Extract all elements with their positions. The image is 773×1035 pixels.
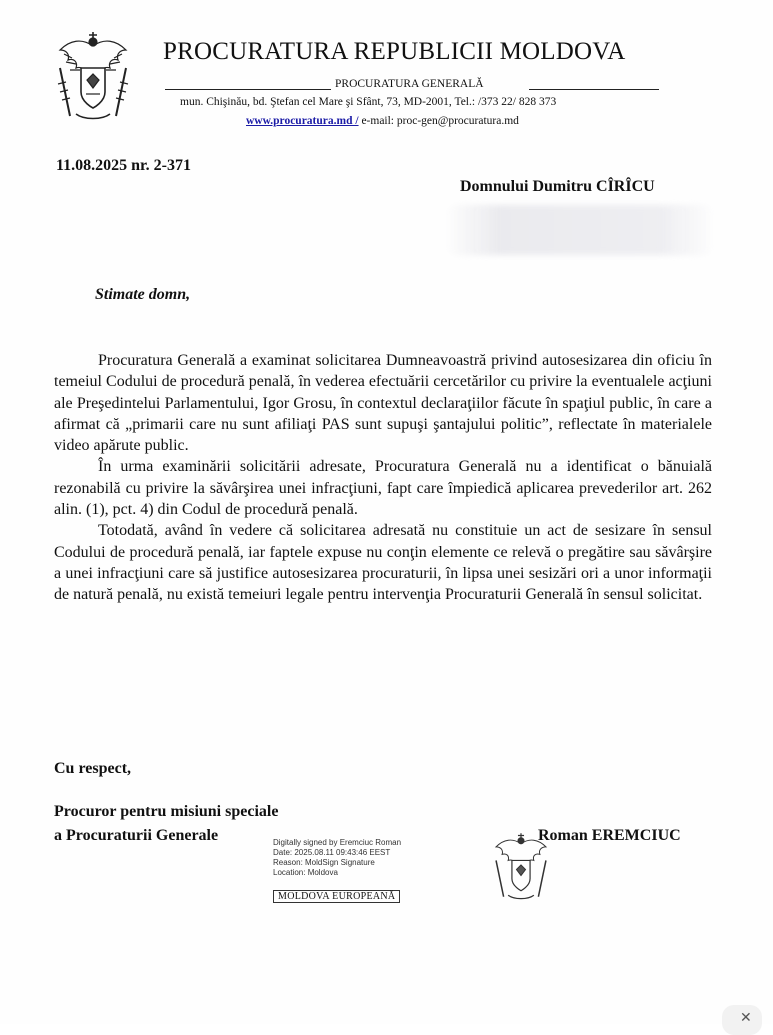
divider bbox=[165, 89, 331, 90]
website-link[interactable]: www.procuratura.md / bbox=[246, 115, 359, 127]
signed-by: Digitally signed by Eremciuc Roman bbox=[273, 838, 402, 847]
paragraph: În urma examinării solicitării adresate, Procuratura Generală nu a identificat o bănuială rezonabilă cu privire la săvârşirea unei infracţiuni, fapt care împiedică aplicarea prevederilor art. 262 alin. (1), pct. 4) din Codul de procedură penală. bbox=[54, 458, 712, 519]
redacted-area bbox=[445, 205, 715, 255]
signatory-title: Procuror pentru misiuni speciale bbox=[54, 803, 279, 820]
institution-title: PROCURATURA REPUBLICII MOLDOVA bbox=[163, 38, 626, 65]
signature-stamp: MOLDOVA EUROPEANĂ bbox=[273, 890, 400, 903]
subdivision-title: PROCURATURA GENERALĂ bbox=[335, 78, 484, 90]
digital-signature bbox=[273, 838, 401, 878]
email-text: e-mail: proc-gen@procuratura.md bbox=[361, 115, 519, 127]
signature-location: Location: Moldova bbox=[273, 868, 338, 877]
subdivision-line bbox=[165, 78, 665, 94]
paragraph: Totodată, având în vedere că solicitarea adresată nu constituie un act de sesizare în sensul Codului de procedură penală, iar faptele expuse nu conţin elemente ce relevă o pregătire sau săvârşire a unei infracţiuni care să justifice autosesizarea procuraturii, în lipsa unei sesizări ori a unor informaţii de natură penală, nu există temeiuri legale pentru intervenţia Procuraturii Generală în sensul solicitat. bbox=[54, 522, 712, 604]
document-number: 11.08.2025 nr. 2-371 bbox=[56, 157, 191, 174]
contact-line bbox=[246, 115, 519, 127]
addressee: Domnului Dumitru CÎRÎCU bbox=[460, 178, 655, 195]
paragraph: Procuratura Generală a examinat solicitarea Dumneavoastră privind autosesizarea din oficiu în temeiul Codului de procedură penală, în vederea efectuării cercetărilor cu privire la eventualele acţiuni ale Preşedintelui Parlamentului, Igor Grosu, în contextul declaraţiilor făcute în spaţiul public, în care a afirmat că „primarii care nu sunt afiliaţi PAS sunt supuşi şantajului politic”, reflectate în materialele video apărute public. bbox=[54, 352, 712, 455]
signature-date: Date: 2025.08.11 09:43:46 EEST bbox=[273, 848, 391, 857]
close-icon[interactable]: ✕ bbox=[740, 1010, 752, 1026]
institution-address: mun. Chişinău, bd. Ştefan cel Mare şi Sfânt, 73, MD-2001, Tel.: /373 22/ 828 373 bbox=[180, 96, 557, 108]
signatory-name: Roman EREMCIUC bbox=[538, 827, 681, 844]
closing: Cu respect, bbox=[54, 760, 132, 777]
signature-reason: Reason: MoldSign Signature bbox=[273, 858, 375, 867]
divider bbox=[529, 89, 659, 90]
salutation: Stimate domn, bbox=[95, 286, 191, 303]
moldova-coat-of-arms-icon bbox=[52, 28, 134, 128]
letter-body bbox=[54, 350, 712, 606]
signatory-title-line-2: a Procuraturii Generale bbox=[54, 827, 219, 844]
